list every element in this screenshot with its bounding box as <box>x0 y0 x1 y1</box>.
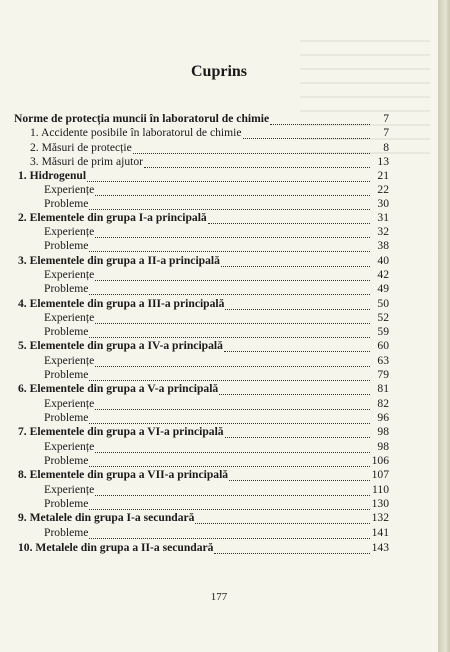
toc-entry-label: Probleme <box>44 197 89 210</box>
toc-entry <box>30 125 389 139</box>
dot-leader <box>219 384 370 395</box>
toc-entry-label: Probleme <box>44 454 89 467</box>
dot-leader <box>133 143 370 154</box>
dot-leader <box>214 543 370 554</box>
dot-leader <box>224 341 370 352</box>
dot-leader <box>95 313 370 324</box>
dot-leader <box>221 256 370 267</box>
dot-leader <box>89 370 370 381</box>
toc-entry-label: Experiențe <box>44 440 95 453</box>
toc-entry-label: 1. Hidrogenul <box>18 169 87 182</box>
toc-entry <box>14 111 389 125</box>
toc-entry-page: 52 <box>377 311 389 324</box>
toc-entry <box>18 424 389 438</box>
toc-entry <box>18 210 389 224</box>
toc-entry-label: 7. Elementele din grupa a VI-a principală <box>18 425 224 438</box>
toc-entry-label: 10. Metalele din grupa a II-a secundară <box>18 541 214 554</box>
toc-entry-page: 7 <box>383 126 389 139</box>
toc-entry-page: 40 <box>377 254 389 267</box>
dot-leader <box>225 299 370 310</box>
toc-entry-page: 8 <box>383 141 389 154</box>
toc-entry-page: 30 <box>377 197 389 210</box>
toc-entry-page: 49 <box>377 282 389 295</box>
toc-entry <box>44 281 389 295</box>
toc-entry-page: 32 <box>377 225 389 238</box>
toc-entry <box>18 510 389 524</box>
toc-entry <box>44 224 389 238</box>
dot-leader <box>95 356 370 367</box>
toc-entry <box>30 154 389 168</box>
dot-leader <box>89 327 370 338</box>
toc-entry-page: 110 <box>372 483 389 496</box>
dot-leader <box>89 456 370 467</box>
toc-entry <box>44 267 389 281</box>
dot-leader <box>89 241 370 252</box>
toc-entry <box>44 496 389 510</box>
toc-entry-page: 13 <box>377 155 389 168</box>
toc-entry-page: 106 <box>371 454 389 467</box>
dot-leader <box>229 470 370 481</box>
toc-entry <box>18 381 389 395</box>
dot-leader <box>89 199 370 210</box>
toc-entry-page: 60 <box>377 339 389 352</box>
toc-entry-label: Experiențe <box>44 225 95 238</box>
toc-entry <box>44 196 389 210</box>
page-number: 177 <box>210 591 228 603</box>
dot-leader <box>95 270 370 281</box>
dot-leader <box>243 128 370 139</box>
toc-entry-page: 98 <box>377 425 389 438</box>
dot-leader <box>95 185 370 196</box>
toc-entry-page: 7 <box>383 112 389 125</box>
dot-leader <box>95 399 370 410</box>
toc-entry-label: 4. Elementele din grupa a III-a principală <box>18 297 225 310</box>
toc-entry-label: 1. Accidente posibile în laboratorul de chimie <box>30 126 242 139</box>
dot-leader <box>87 171 370 182</box>
toc-entry <box>44 482 389 496</box>
toc-entry <box>44 453 389 467</box>
toc-entry-page: 132 <box>371 511 389 524</box>
toc-entry-page: 42 <box>377 268 389 281</box>
toc-entry <box>18 253 389 267</box>
dot-leader <box>144 157 370 168</box>
toc-entry-label: Experiențe <box>44 354 95 367</box>
book-spine-edge <box>438 0 450 652</box>
toc-entry-page: 143 <box>371 541 389 554</box>
toc-entry-label: 2. Elementele din grupa I-a principală <box>18 211 207 224</box>
toc-entry-page: 31 <box>377 211 389 224</box>
toc-entry <box>44 238 389 252</box>
toc-entry <box>44 410 389 424</box>
toc-entry-page: 79 <box>377 368 389 381</box>
toc-entry <box>44 525 389 539</box>
toc-entry-label: Probleme <box>44 239 89 252</box>
toc-entry <box>44 367 389 381</box>
toc-entry-label: Experiențe <box>44 483 95 496</box>
toc-entry <box>44 353 389 367</box>
dot-leader <box>89 413 370 424</box>
toc-entry-label: Probleme <box>44 526 89 539</box>
toc-entry-page: 50 <box>377 297 389 310</box>
toc-entry-label: Probleme <box>44 325 89 338</box>
toc-entry <box>30 140 389 154</box>
toc-entry-page: 81 <box>377 382 389 395</box>
toc-entry-page: 38 <box>377 239 389 252</box>
toc-entry-page: 59 <box>377 325 389 338</box>
dot-leader <box>89 499 370 510</box>
dot-leader <box>95 442 370 453</box>
toc-entry <box>44 324 389 338</box>
dot-leader <box>208 213 370 224</box>
toc-entry <box>18 467 389 481</box>
toc-entry-label: 3. Măsuri de prim ajutor <box>30 155 144 168</box>
toc-entry-label: Probleme <box>44 497 89 510</box>
toc-entry <box>44 439 389 453</box>
toc-entry-label: Probleme <box>44 368 89 381</box>
toc-entry <box>44 396 389 410</box>
toc-entry <box>44 182 389 196</box>
dot-leader <box>225 427 370 438</box>
toc-entry <box>18 168 389 182</box>
dot-leader <box>95 485 370 496</box>
toc-entry-label: 3. Elementele din grupa a II-a principală <box>18 254 220 267</box>
page-title: Cuprins <box>190 63 248 80</box>
toc-entry <box>18 338 389 352</box>
toc-entry-label: Experiențe <box>44 183 95 196</box>
toc-entry-page: 82 <box>377 397 389 410</box>
dot-leader <box>89 284 370 295</box>
toc-entry-label: Probleme <box>44 411 89 424</box>
toc-entry-label: 2. Măsuri de protecție <box>30 141 132 154</box>
toc-entry-page: 96 <box>377 411 389 424</box>
toc-entry-label: Norme de protecția muncii în laboratorul de chimie <box>14 112 270 125</box>
toc-entry-page: 98 <box>377 440 389 453</box>
toc-entry <box>44 310 389 324</box>
toc-entry <box>18 540 389 554</box>
dot-leader <box>95 227 370 238</box>
toc-entry-page: 22 <box>377 183 389 196</box>
toc-entry-label: Experiențe <box>44 311 95 324</box>
toc-entry-label: Experiențe <box>44 268 95 281</box>
toc-entry-page: 130 <box>371 497 389 510</box>
toc-entry-label: 5. Elementele din grupa a IV-a principală <box>18 339 223 352</box>
toc-entry-label: 9. Metalele din grupa I-a secundară <box>18 511 195 524</box>
dot-leader <box>270 114 370 125</box>
toc-entry-label: 8. Elementele din grupa a VII-a principală <box>18 468 229 481</box>
toc-entry-page: 63 <box>377 354 389 367</box>
toc-entry <box>18 296 389 310</box>
toc-entry-label: Probleme <box>44 282 89 295</box>
toc-entry-page: 107 <box>371 468 389 481</box>
toc-entry-page: 141 <box>371 526 389 539</box>
toc-entry-page: 21 <box>377 169 389 182</box>
toc-entry-label: Experiențe <box>44 397 95 410</box>
dot-leader <box>195 513 370 524</box>
toc-entry-label: 6. Elementele din grupa a V-a principală <box>18 382 219 395</box>
dot-leader <box>89 528 370 539</box>
